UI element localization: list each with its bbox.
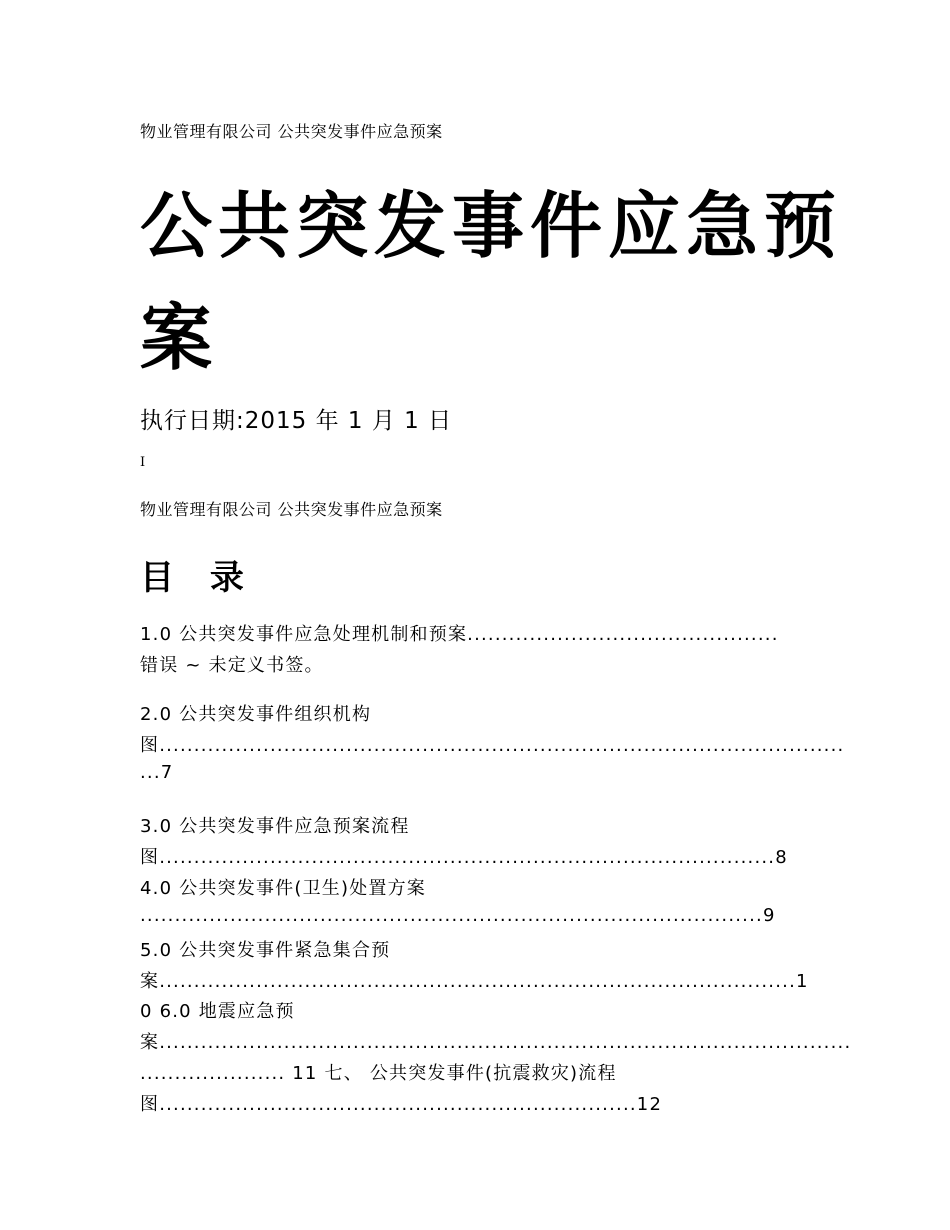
document-title-line-1: 公共突发事件应急预	[140, 184, 843, 268]
toc-line: 0 6.0 地震应急预	[140, 1001, 295, 1022]
toc-line: 4.0 公共突发事件(卫生)处置方案	[140, 878, 426, 899]
toc-line: 错误 ~ 未定义书签。	[140, 655, 324, 676]
toc-line: 图.....................................................................12	[140, 1094, 663, 1115]
toc-title: 目 录	[140, 558, 256, 598]
page-header: 物业管理有限公司 公共突发事件应急预案	[140, 122, 443, 141]
toc-line: ...7	[140, 762, 174, 783]
toc-line: 图...................................................................................................	[140, 735, 845, 756]
toc-line: 5.0 公共突发事件紧急集合预	[140, 940, 391, 961]
toc-line: ..........................................................................................9	[140, 905, 776, 926]
page-header: 物业管理有限公司 公共突发事件应急预案	[140, 500, 443, 519]
page-number: I	[140, 455, 146, 470]
toc-line: 案....................................................................................................	[140, 1032, 852, 1053]
toc-line: 1.0 公共突发事件应急处理机制和预案.............................................	[140, 624, 779, 645]
toc-line: 图.........................................................................................8	[140, 847, 788, 868]
toc-line: 2.0 公共突发事件组织机构	[140, 704, 372, 725]
toc-line: ..................... 11 七、 公共突发事件(抗震救灾)流程	[140, 1063, 617, 1084]
toc-line: 案............................................................................................1	[140, 971, 809, 992]
document-title-line-2: 案	[140, 296, 219, 380]
toc-line: 3.0 公共突发事件应急预案流程	[140, 816, 410, 837]
execution-date: 执行日期:2015 年 1 月 1 日	[140, 408, 453, 434]
